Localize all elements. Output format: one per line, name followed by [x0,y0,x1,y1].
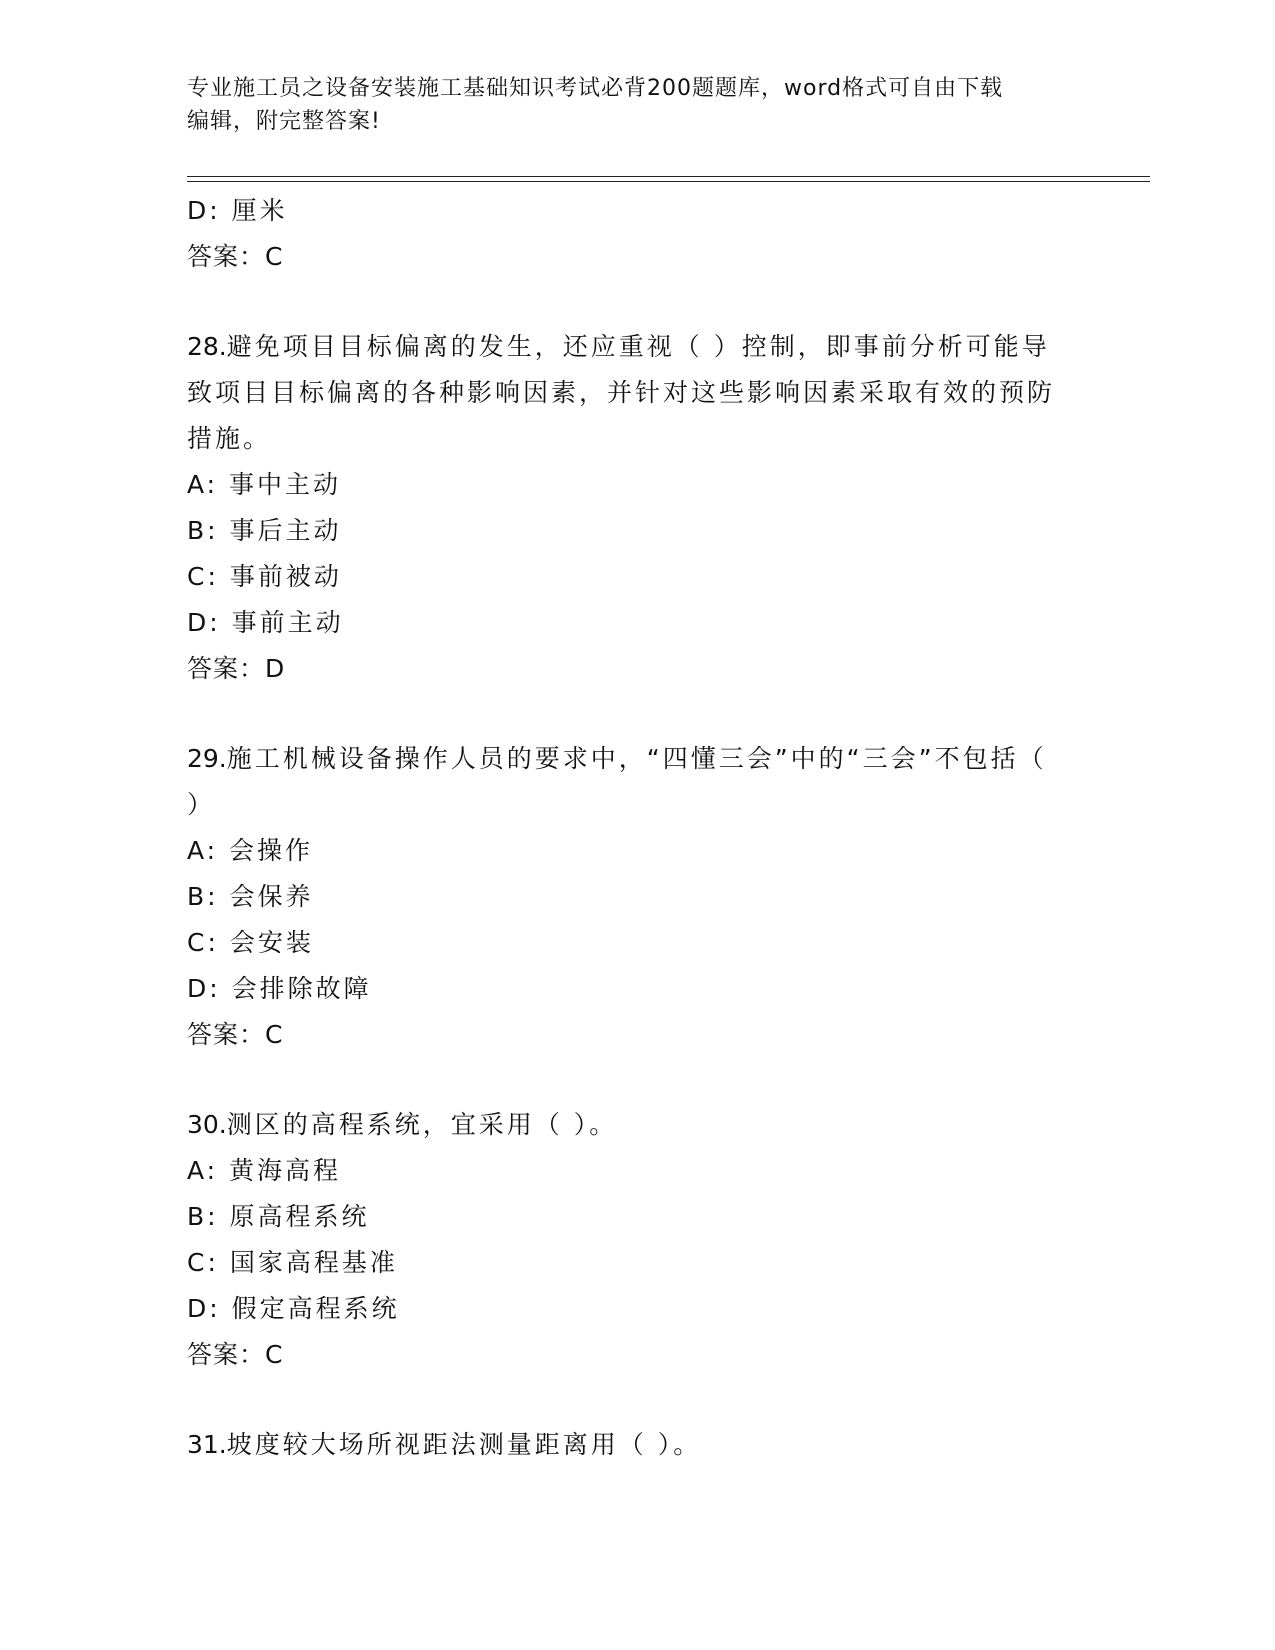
question-28 [187,324,1087,692]
header-title-line-1: 专业施工员之设备安装施工基础知识考试必背200题题库，word格式可自由下载 [187,76,1004,101]
question-number: 31. [187,1430,227,1459]
document-header [187,72,1087,138]
option-c: C: 会安装 [187,928,314,957]
answer-line: 答案：C [187,1340,284,1369]
header-divider-top [187,176,1150,177]
question-body: 坡度较大场所视距法测量距离用（ ）。 [226,1430,702,1459]
question-number: 29. [187,744,227,773]
answer-line: 答案：C [187,242,284,271]
question-text [187,324,1067,462]
question-text [187,1422,1067,1468]
header-title-line-2: 编辑，附完整答案! [187,109,381,134]
answer-line: 答案：D [187,654,286,683]
option-c: C: 国家高程基准 [187,1248,398,1277]
option-a: A: 会操作 [187,836,314,865]
question-29 [187,736,1087,1058]
header-divider-bottom [187,181,1150,182]
option-d: D: 会排除故障 [187,974,372,1003]
option-b: B: 原高程系统 [187,1202,370,1231]
question-list [187,188,1087,1468]
question-31 [187,1422,1087,1468]
previous-question-tail [187,188,1087,280]
question-30 [187,1102,1087,1378]
option-d: D: 假定高程系统 [187,1294,400,1323]
question-number: 28. [187,332,227,361]
question-body: 施工机械设备操作人员的要求中，“四懂三会”中的“三会”不包括（ ） [187,744,1047,819]
option-d: D: 厘米 [187,196,288,225]
question-body: 避免项目目标偏离的发生，还应重视（ ）控制，即事前分析可能导致项目目标偏离的各种影响因素，并针对这些影响因素采取有效的预防措施。 [187,332,1056,453]
option-a: A: 事中主动 [187,470,342,499]
option-b: B: 会保养 [187,882,314,911]
question-text [187,1102,1067,1148]
answer-line: 答案：C [187,1020,284,1049]
question-text [187,736,1067,828]
option-b: B: 事后主动 [187,516,342,545]
question-body: 测区的高程系统，宜采用（ ）。 [226,1110,618,1139]
option-a: A: 黄海高程 [187,1156,342,1185]
option-c: C: 事前被动 [187,562,342,591]
option-d: D: 事前主动 [187,608,344,637]
question-number: 30. [187,1110,227,1139]
